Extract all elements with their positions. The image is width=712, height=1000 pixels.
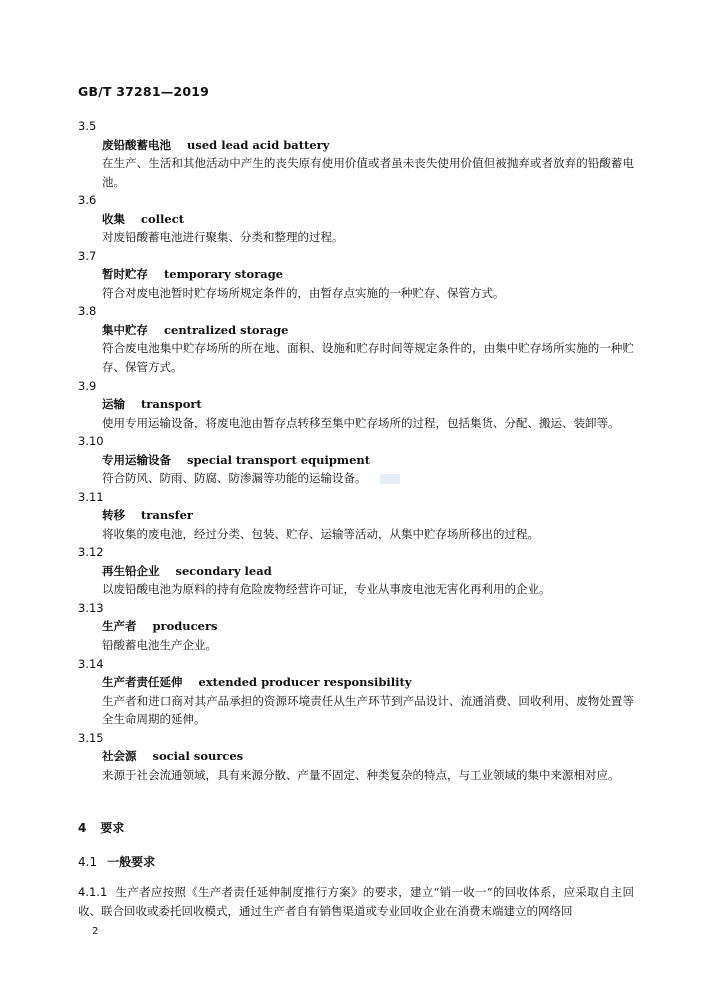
term-definition: 铅酸蓄电池生产企业。 (102, 637, 217, 652)
standard-number-header: GB/T 37281—2019 (78, 84, 210, 99)
clause-number: 3.15 (78, 730, 104, 745)
term-english: used lead acid battery (187, 137, 330, 152)
definition-entry (78, 729, 634, 785)
term-definition: 以废铅酸电池为原料的持有危险废物经营许可证，专业从事废电池无害化再利用的企业。 (102, 582, 551, 597)
definition-entry (78, 191, 634, 247)
definition-entry (78, 247, 634, 303)
clause-number: 3.6 (78, 193, 97, 208)
term-definition: 对废铅酸蓄电池进行聚集、分类和整理的过程。 (102, 230, 344, 245)
clause-paragraph (78, 883, 634, 921)
term-chinese: 暂时贮存 (102, 267, 148, 282)
clause-number: 3.14 (78, 656, 104, 671)
term-english: centralized storage (164, 322, 289, 337)
term-chinese: 社会源 (102, 749, 137, 764)
clause-number: 3.13 (78, 600, 104, 615)
definition-entry (78, 488, 634, 544)
definition-entry (78, 302, 634, 376)
section-title: 要求 (100, 821, 125, 835)
section-number: 4 (78, 821, 87, 835)
term-definition: 使用专用运输设备，将废电池由暂存点转移至集中贮存场所的过程，包括集货、分配、搬运、装卸等。 (102, 415, 620, 430)
definition-entry (78, 543, 634, 599)
definition-entry (78, 599, 634, 655)
clause-number: 3.7 (78, 248, 97, 263)
clause-number: 3.12 (78, 545, 104, 560)
clause-number: 3.5 (78, 119, 97, 133)
term-definition: 生产者和进口商对其产品承担的资源环境责任从生产环节到产品设计、流通消费、回收利用、废物处置等全生命周期的延伸。 (102, 693, 634, 727)
page-number: 2 (92, 926, 99, 937)
term-definition: 符合防风、防雨、防腐、防渗漏等功能的运输设备。 (102, 471, 367, 486)
term-chinese: 再生铅企业 (102, 563, 160, 578)
clause-number: 3.10 (78, 434, 104, 449)
clause-number: 3.11 (78, 489, 104, 504)
clause-number: 4.1.1 (78, 885, 108, 899)
definition-entry (78, 377, 634, 433)
clause-text: 生产者应按照《生产者责任延伸制度推行方案》的要求，建立“销一收一”的回收体系，应采取自主回收、联合回收或委托回收模式，通过生产者自有销售渠道或专业回收企业在消费末端建立的网络回 (78, 885, 634, 918)
term-chinese: 转移 (102, 508, 125, 523)
definitions-list (78, 117, 634, 784)
term-english: producers (152, 619, 218, 634)
subsection-title: 一般要求 (107, 855, 156, 869)
subsection-heading (78, 853, 155, 870)
term-definition: 来源于社会流通领域，具有来源分散、产量不固定、种类复杂的特点，与工业领域的集中来源相对应。 (102, 767, 620, 782)
term-english: special transport equipment (187, 452, 371, 467)
term-chinese: 运输 (102, 397, 125, 412)
term-chinese: 集中贮存 (102, 322, 148, 337)
term-chinese: 生产者责任延伸 (102, 675, 183, 690)
term-definition: 在生产、生活和其他活动中产生的丧失原有使用价值或者虽未丧失使用价值但被抛弃或者放弃的铅酸蓄电池。 (102, 156, 634, 189)
definition-entry (78, 117, 634, 191)
watermark-mark (380, 474, 400, 484)
subsection-number: 4.1 (78, 855, 98, 869)
term-definition: 将收集的废电池，经过分类、包装、贮存、运输等活动，从集中贮存场所移出的过程。 (102, 526, 539, 541)
term-english: temporary storage (164, 267, 284, 282)
term-english: extended producer responsibility (198, 675, 412, 690)
term-definition: 符合废电池集中贮存场所的所在地、面积、设施和贮存时间等规定条件的，由集中贮存场所实施的一种贮存、保管方式。 (102, 341, 634, 374)
term-chinese: 专用运输设备 (102, 452, 171, 467)
term-chinese: 收集 (102, 211, 125, 226)
term-definition: 符合对废电池暂时贮存场所规定条件的，由暂存点实施的一种贮存、保管方式。 (102, 285, 505, 300)
clause-number: 3.9 (78, 378, 97, 393)
term-english: transfer (141, 508, 193, 523)
term-english: collect (141, 211, 185, 226)
term-chinese: 废铅酸蓄电池 (102, 137, 171, 152)
clause-number: 3.8 (78, 304, 97, 319)
section-heading (78, 819, 124, 836)
definition-entry (78, 432, 634, 488)
term-chinese: 生产者 (102, 619, 137, 634)
term-english: transport (141, 397, 202, 412)
definition-entry (78, 655, 634, 729)
term-english: secondary lead (175, 563, 272, 578)
term-english: social sources (152, 749, 244, 764)
